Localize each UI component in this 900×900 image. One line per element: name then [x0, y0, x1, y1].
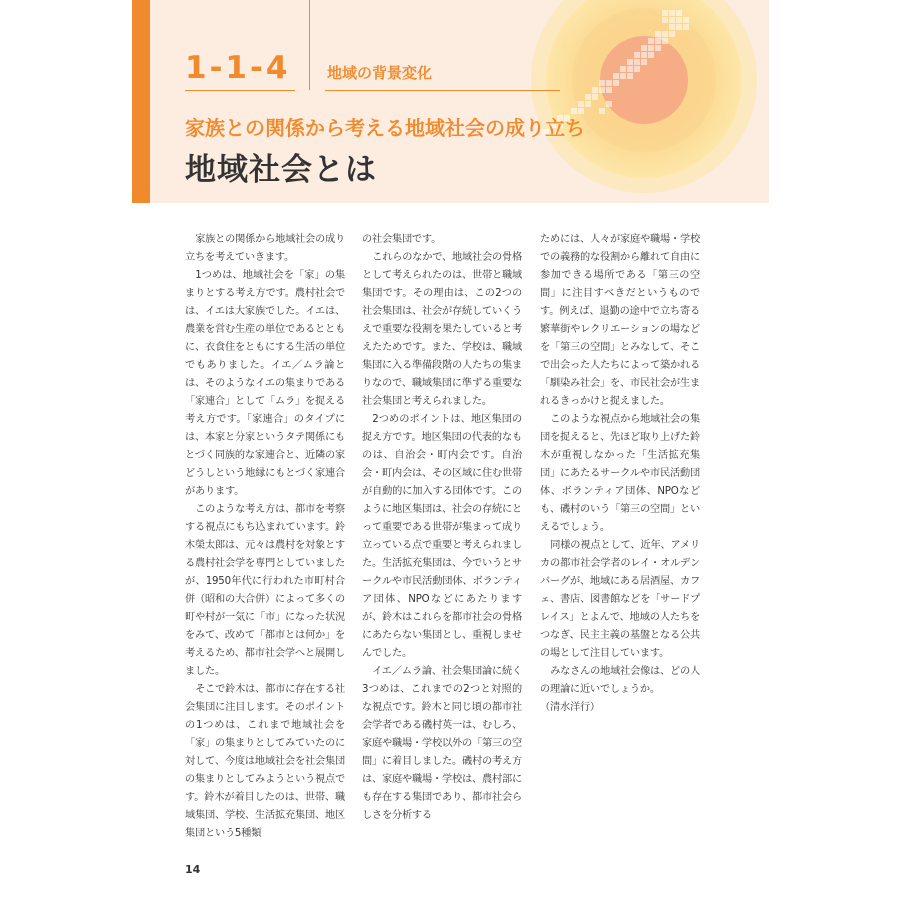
header-vertical-divider — [309, 0, 310, 90]
text-column-3 — [540, 231, 700, 717]
paragraph: 1つめは、地域社会を「家」の集まりとする考え方です。農村社会では、イエは大家族でした。イエは、農業を営む生産の単位であるとともに、衣食住をともにする生活の単位でもありました。イエ／ムラ論とは、そのようなイエの集まりである「家連合」として「ムラ」を捉える考え方です。「家連合」のタイプには、本家と分家というタテ関係にもとづく同族的な家連合と、近隣の家どうしという地縁にもとづく家連合があります。 — [185, 270, 345, 497]
paragraph: 2つめのポイントは、地区集団の捉え方です。地区集団の代表的なものは、自治会・町内会です。自治会・町内会は、その区域に住む世帯が自動的に加入する団体です。このように地区集団は、社会の存続にとって重要である世帯が集まって成り立っている点で重要と考えられました。生活拡充集団は、今でいうとサークルや市民活動団体、ボランティア団体、NPOなどにあたりますが、鈴木はこれらを都市社会の骨格にあたらない集団とし、重視しませんでした。 — [362, 414, 522, 659]
author-credit: （清水洋行） — [540, 702, 600, 713]
paragraph: 家族との関係から地域社会の成り立ちを考えていきます。 — [185, 234, 345, 263]
text-column-1 — [185, 231, 345, 843]
paragraph: このような考え方は、都市を考察する視点にもち込まれています。鈴木榮太郎は、元々は農村を対象とする農村社会学を専門としていましたが、1950年代に行われた市町村合併（昭和の大合併）によって多くの町や村が一気に「市」になった状況をみて、改めて「都市とは何か」を考えるため、都市社会学へと展開しました。 — [185, 504, 345, 677]
paragraph: そこで鈴木は、都市に存在する社会集団に注目します。そのポイントの1つめは、これまで地域社会を「家」の集まりとしてみていたのに対して、今度は地域社会を社会集団の集まりとしてみようという視点です。鈴木が着目したのは、世帯、職域集団、学校、生活拡充集団、地区集団という5種類 — [185, 684, 345, 839]
paragraph: イエ／ムラ論、社会集団論に続く3つめは、これまでの2つと対照的な視点です。鈴木と同じ頃の都市社会学者である磯村英一は、むしろ、家庭や職場・学校以外の「第三の空間」に着目しました。磯村の考え方は、家庭や職場・学校は、農村部にも存在する集団であり、都市社会らしさを分析する — [362, 666, 522, 821]
paragraph: このような視点から地域社会の集団を捉えると、先ほど取り上げた鈴木が重視しなかった「生活拡充集団」にあたるサークルや市民活動団体、ボランティア団体、NPOなども、磯村のいう「第三の空間」といえるでしょう。 — [540, 414, 700, 533]
paragraph: 同様の視点として、近年、アメリカの都市社会学者のレイ・オルデンバーグが、地域にある居酒屋、カフェ、書店、図書館などを「サードプレイス」とよんで、地域の人たちをつなぎ、民主主義の基盤となる公共の場として注目しています。 — [540, 540, 700, 659]
subtitle: 家族との関係から考える地域社会の成り立ち — [185, 116, 585, 140]
header-divider — [185, 90, 295, 91]
section-title: 地域の背景変化 — [327, 64, 433, 82]
section-number: 1-1-4 — [185, 50, 291, 86]
header-divider — [325, 90, 560, 91]
page-number: 14 — [185, 863, 201, 876]
page-title: 地域社会とは — [185, 152, 377, 188]
paragraph-continuation: ためには、人々が家庭や職場・学校での義務的な役割から離れて自由に参加できる場所である「第三の空間」に注目すべきだというものです。例えば、退勤の途中で立ち寄る繁華街やレクリエーションの場などを「第三の空間」とみなして、そこで出会った人たちによって築かれる「馴染み社会」を、市民社会が生まれるきっかけと捉えました。 — [540, 234, 700, 407]
accent-bar — [132, 0, 150, 203]
paragraph-continuation: の社会集団です。 — [362, 234, 442, 245]
text-column-2 — [362, 231, 522, 825]
paragraph: これらのなかで、地域社会の骨格として考えられたのは、世帯と職域集団です。その理由は、この2つの社会集団は、社会が存続していくうえで重要な役割を果たしていると考えたためです。また、学校は、職域集団に入る準備段階の人たちの集まりなので、職域集団に準ずる重要な社会集団と考えられました。 — [362, 252, 522, 407]
paragraph: みなさんの地域社会像は、どの人の理論に近いでしょうか。 — [540, 666, 700, 695]
